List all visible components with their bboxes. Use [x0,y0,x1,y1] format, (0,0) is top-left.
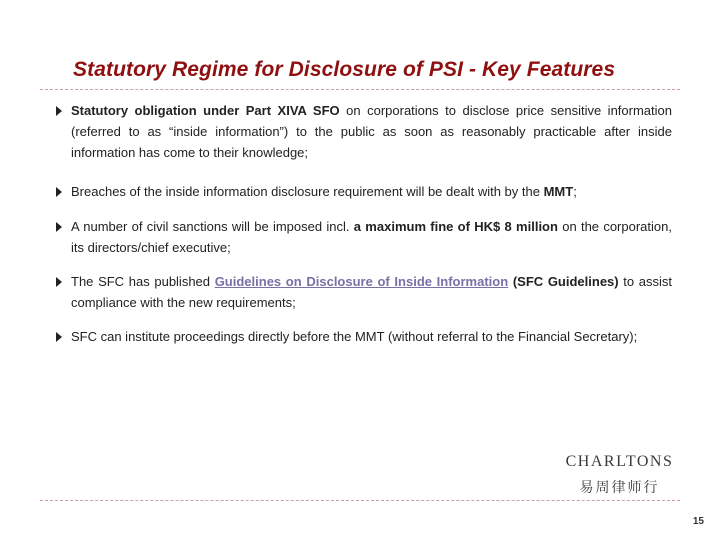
slide-title: Statutory Regime for Disclosure of PSI - Key Features [73,58,616,81]
logo-chinese: 易周律师行 [579,480,660,496]
bullet-rest: on corporations to disclose price sensitive information (referred to as “inside information”) to the public as soon as reasonably practicable after inside information has come to their knowledge; [71,103,672,160]
guidelines-link[interactable]: Guidelines on Disclosure of Inside Information [214,274,509,289]
bullet-text [71,216,672,258]
bullet-arrow-icon [56,106,62,116]
bullet-text [71,181,672,202]
bullet-text: SFC can institute proceedings directly before the MMT (without referral to the Financial Secretary); [71,329,638,344]
bullet-post: ; [573,184,577,199]
page-number: 15 [692,516,704,527]
bullet-bold: a maximum fine of HK$ 8 million [353,219,558,234]
bullet-bold: (SFC Guidelines) [508,274,619,289]
bullet-pre: The SFC has published [71,274,215,289]
bullet-pre: A number of civil sanctions will be imposed incl. [71,219,354,234]
bullet-text [71,271,672,313]
bottom-divider [40,500,680,501]
logo-name: CHARLTONS [565,453,674,470]
bullet-bold: MMT [543,184,574,199]
bullet-pre: Breaches of the inside information disclosure requirement will be dealt with by the [71,184,544,199]
bullet-arrow-icon [56,187,62,197]
charltons-logo [557,453,682,495]
bullet-text [71,100,672,163]
bullet-post: to assist compliance with the new requirements; [71,274,673,310]
bullet-post: on the corporation, its directors/chief executive; [71,219,672,255]
bullet-arrow-icon [56,222,62,232]
bullet-arrow-icon [56,332,62,342]
bullet-arrow-icon [56,277,62,287]
bullet-bold: Statutory obligation under Part XIVA SFO [71,103,340,118]
